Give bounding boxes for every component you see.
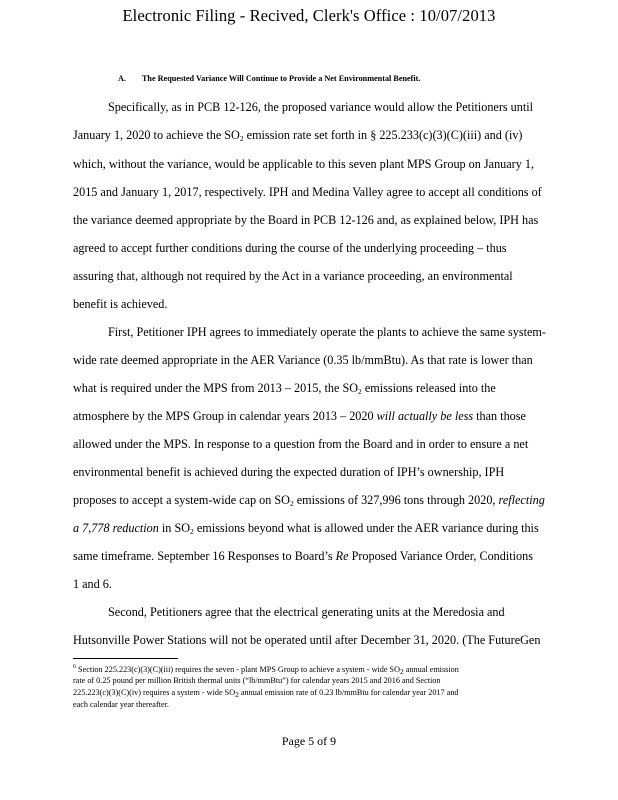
para2-line3: what is required under the MPS from 2013 – 2015, the $SO_2$ emissions released into the: [73, 381, 496, 396]
section-heading: [118, 74, 420, 83]
para1-line2: January 1, 2020 to achieve the $SO_2$ emission rate set forth in § 225.233(c)(3)(C)(iii) and (iv): [73, 128, 523, 143]
para1-line6: agreed to accept further conditions during the course of the underlying proceeding – thus: [73, 241, 507, 255]
para2-line10: 1 and 6.: [73, 577, 112, 591]
para2-line1: First, Petitioner IPH agrees to immediately operate the plants to achieve the same system-: [108, 325, 546, 339]
footnote-line1: $^6$ Section 225.223(c)(3)(C)(iii) requires the seven - plant MPS Group to achieve a system - wide $SO_2$ annual emission: [73, 664, 459, 676]
footnote-divider: [73, 658, 178, 659]
filing-header: Electronic Filing - Recived, Clerk's Office : 10/07/2013: [122, 6, 496, 25]
footnote-line2: rate of 0.25 pound per million British thermal units (“lb/mmBtu”) for calendar years 2015 and 2016 and Section: [73, 676, 441, 685]
para2-line2: wide rate deemed appropriate in the AER Variance (0.35 lb/mmBtu). As that rate is lower than: [73, 353, 533, 367]
para1-line8: benefit is achieved.: [73, 297, 168, 311]
para2-line6: environmental benefit is achieved during the expected duration of IPH’s ownership, IPH: [73, 465, 505, 479]
para2-line8: a 7,778 reduction in $SO_2$ emissions beyond what is allowed under the AER variance during this: [73, 521, 539, 536]
para1-line3: which, without the variance, would be applicable to this seven plant MPS Group on January 1,: [73, 157, 535, 171]
footnote-line3: 225.223(c)(3)(C)(iv) requires a system - wide $SO_2$ annual emission rate of 0.23 lb/mmBtu for calendar year 2017 and: [73, 688, 459, 699]
para1-line4: 2015 and January 1, 2017, respectively. IPH and Medina Valley agree to accept all conditions of: [73, 185, 542, 199]
para1-line7: assuring that, although not required by the Act in a variance proceeding, an environmental: [73, 269, 513, 283]
para2-line7: proposes to accept a system-wide cap on $SO_2$ emissions of 327,996 tons through 2020, reflecting: [73, 493, 545, 508]
para3-line2: Hutsonville Power Stations will not be operated until after December 31, 2020. (The FutureGen: [73, 633, 541, 647]
page-number: Page 5 of 9: [281, 734, 337, 748]
para1-line5: the variance deemed appropriate by the Board in PCB 12-126 and, as explained below, IPH has: [73, 213, 539, 227]
para3-line1: Second, Petitioners agree that the electrical generating units at the Meredosia and: [108, 605, 505, 619]
footnote-number: 6: [73, 664, 76, 670]
footnote-line4: each calendar year thereafter.: [73, 700, 169, 709]
section-title: The Requested Variance Will Continue to Provide a Net Environmental Benefit.: [141, 74, 421, 83]
para2-line4: atmosphere by the MPS Group in calendar years 2013 – 2020 will actually be less than those: [73, 409, 526, 423]
section-letter: A.: [118, 74, 126, 83]
para1-line1: Specifically, as in PCB 12-126, the proposed variance would allow the Petitioners until: [108, 100, 534, 114]
para2-line5: allowed under the MPS. In response to a question from the Board and in order to ensure a net: [73, 437, 529, 451]
para2-line9: same timeframe. September 16 Responses to Board’s Re Proposed Variance Order, Conditions: [73, 549, 533, 563]
